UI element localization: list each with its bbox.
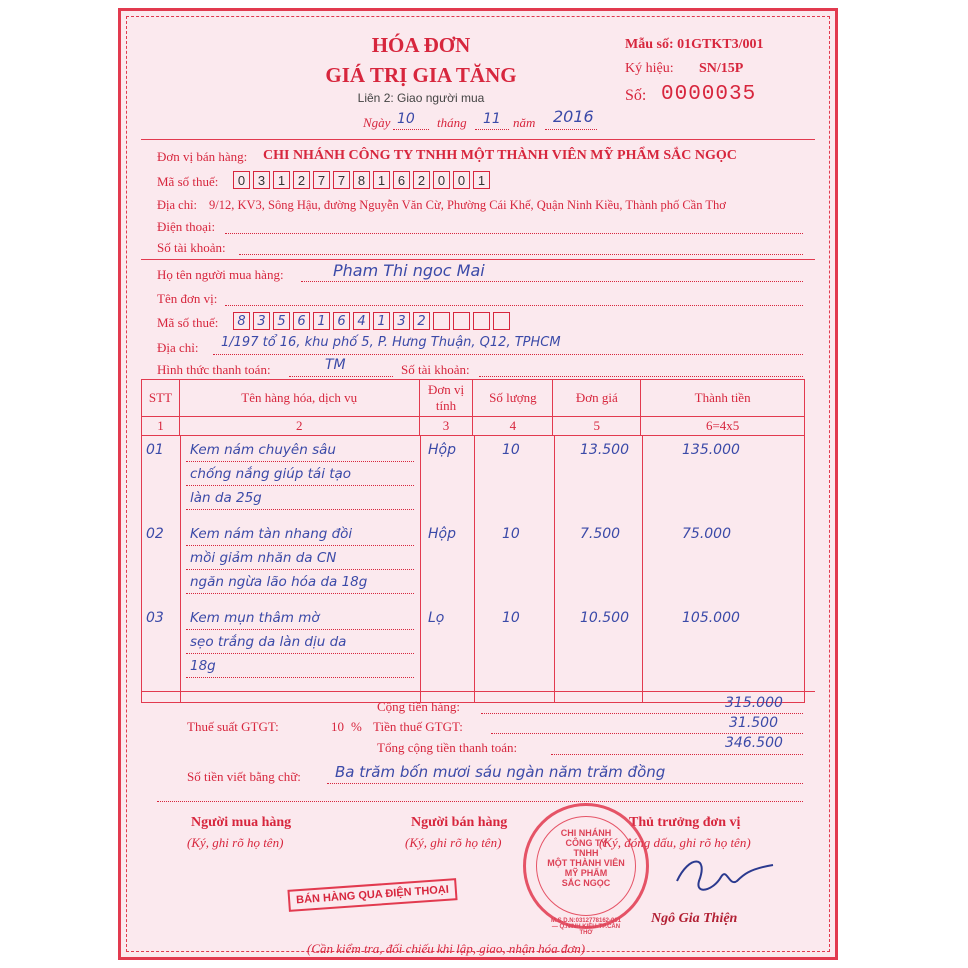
payment-label: Hình thức thanh toán: [157, 362, 271, 377]
row-qty: 10 [502, 610, 520, 626]
row-qty: 10 [502, 526, 520, 542]
head-sign-title: Thủ trưởng đơn vị [629, 815, 741, 830]
tax-digit-box: 1 [473, 171, 490, 189]
seal-line: CHI NHÁNH [560, 828, 612, 838]
seller-sign-note: (Ký, ghi rõ họ tên) [405, 835, 502, 850]
tax-digit-box: 2 [413, 171, 430, 189]
col-number: 2 [179, 417, 419, 436]
buyer-sign-note: (Ký, ghi rõ họ tên) [187, 835, 284, 850]
items-table [141, 379, 805, 703]
subtotal-label: Cộng tiền hàng: [377, 699, 461, 714]
vat-amount-label: Tiền thuế GTGT: [373, 719, 463, 734]
tax-digit-box: 3 [253, 171, 270, 189]
amount-words-label: Số tiền viết bằng chữ: [187, 769, 301, 784]
date-month-label: tháng [437, 115, 467, 130]
row-amount: 105.000 [682, 610, 740, 626]
row-amount: 135.000 [682, 442, 740, 458]
tax-digit-box [473, 312, 490, 330]
seal-line: MỘT THÀNH VIÊN [547, 858, 625, 868]
row-price: 7.500 [580, 526, 621, 542]
date-year: 2016 [553, 107, 594, 126]
col-number: 1 [142, 417, 180, 436]
vat-percent: % [351, 719, 362, 734]
row-item-name-line: ngăn ngừa lão hóa da 18g [190, 574, 368, 590]
buyer-account-label: Số tài khoản: [401, 362, 470, 377]
vat-rate: 10 [331, 719, 344, 734]
tax-digit-box: 5 [273, 312, 290, 330]
signature-scribble [669, 851, 779, 901]
seal-line: SẮC NGỌC [561, 878, 611, 888]
date-day: 10 [397, 111, 415, 127]
tax-digit-box: 6 [293, 312, 310, 330]
seal-line: TNHH [573, 848, 599, 858]
buyer-address-label: Địa chỉ: [157, 340, 199, 355]
seal-line: CÔNG TY [565, 838, 607, 848]
row-unit: Hộp [428, 442, 456, 458]
row-item-name-line: 18g [190, 658, 216, 674]
seller-address: 9/12, KV3, Sông Hậu, đường Nguyễn Văn Cừ, Phường Cái Khế, Quận Ninh Kiều, Thành phố Cần Thơ [209, 198, 726, 212]
tax-digit-box: 0 [433, 171, 450, 189]
seller-unit-label: Đơn vị bán hàng: [157, 149, 248, 164]
footer-note: (Cần kiểm tra, đối chiếu khi lập, giao, nhận hóa đơn) [307, 941, 586, 956]
tax-digit-box: 8 [353, 171, 370, 189]
tax-digit-box: 1 [273, 171, 290, 189]
tax-digit-box: 3 [253, 312, 270, 330]
tax-digit-box: 6 [333, 312, 350, 330]
tax-digit-box [433, 312, 450, 330]
row-item-name-line: Kem nám chuyên sâu [190, 442, 336, 458]
buyer-name: Pham Thi ngoc Mai [333, 261, 485, 280]
seller-address-label: Địa chỉ: [157, 198, 197, 212]
form-number: Mẫu số: 01GTKT3/001 [625, 37, 764, 52]
vat-rate-label: Thuế suất GTGT: [187, 719, 279, 734]
invoice-paper [118, 8, 838, 960]
tax-digit-box: 0 [233, 171, 250, 189]
invoice-number: 0000035 [661, 83, 757, 106]
head-name: Ngô Gia Thiện [651, 911, 738, 926]
col-number: 4 [473, 417, 553, 436]
tax-digit-box: 2 [293, 171, 310, 189]
buyer-tax-label: Mã số thuế: [157, 315, 219, 330]
seal-line: MỸ PHẨM [564, 868, 608, 878]
total-value: 346.500 [725, 735, 783, 751]
buyer-sign-title: Người mua hàng [191, 815, 292, 830]
tax-digit-box [493, 312, 510, 330]
col-number: 6=4x5 [641, 417, 805, 436]
tax-digit-box: 4 [353, 312, 370, 330]
seller-unit: CHI NHÁNH CÔNG TY TNHH MỘT THÀNH VIÊN MỸ PHẨM SẮC NGỌC [263, 148, 737, 163]
row-item-name-line: Kem nám tàn nhang đồi [190, 526, 353, 542]
tax-digit-box: 8 [233, 312, 250, 330]
tax-digit-box [453, 312, 470, 330]
vat-amount: 31.500 [729, 715, 778, 731]
seller-phone-label: Điện thoại: [157, 219, 216, 234]
invoice-number-label: Số: [625, 87, 647, 104]
symbol-label: Ký hiệu: [625, 61, 674, 76]
header-unit: Đơn vị tính [419, 380, 473, 417]
tax-digit-box: 1 [373, 312, 390, 330]
head-sign-note: (Ký, đóng dấu, ghi rõ họ tên) [599, 835, 751, 850]
header-price: Đơn giá [553, 380, 641, 417]
phone-sale-stamp: BÁN HÀNG QUA ĐIỆN THOẠI [287, 878, 457, 912]
buyer-unit-label: Tên đơn vị: [157, 291, 218, 306]
row-item-name-line: Kem mụn thâm mờ [190, 610, 320, 626]
buyer-address: 1/197 tổ 16, khu phố 5, P. Hưng Thuận, Q12, TPHCM [221, 335, 561, 350]
payment-method: TM [325, 357, 346, 373]
header-stt: STT [142, 380, 180, 417]
row-item-name-line: làn da 25g [190, 490, 262, 506]
row-stt: 01 [146, 442, 164, 458]
row-qty: 10 [502, 442, 520, 458]
buyer-name-label: Họ tên người mua hàng: [157, 267, 284, 282]
header-amount: Thành tiền [641, 380, 805, 417]
row-amount: 75.000 [682, 526, 731, 542]
row-item-name-line: mồi giảm nhăn da CN [190, 550, 337, 566]
total-label: Tổng cộng tiền thanh toán: [377, 740, 518, 755]
invoice-subtitle: GIÁ TRỊ GIA TĂNG [325, 63, 517, 87]
col-number: 3 [419, 417, 473, 436]
tax-digit-box: 2 [413, 312, 430, 330]
company-seal [523, 803, 649, 936]
row-item-name-line: chống nắng giúp tái tạo [190, 466, 352, 482]
tax-digit-box: 6 [393, 171, 410, 189]
seal-ring-text: M.S.D.N:0312778162-001 — Q.NINH KIỀU-TP.CẦN THƠ [550, 918, 622, 936]
seller-tax-label: Mã số thuế: [157, 174, 219, 189]
invoice-title: HÓA ĐƠN [371, 33, 471, 57]
symbol-value: SN/15P [699, 61, 744, 76]
row-unit: Hộp [428, 526, 456, 542]
tax-digit-box: 7 [333, 171, 350, 189]
date-year-label: năm [513, 115, 536, 130]
subtotal-value: 315.000 [725, 695, 783, 711]
row-price: 13.500 [580, 442, 629, 458]
seller-sign-title: Người bán hàng [411, 815, 508, 830]
date-day-label: Ngày [363, 115, 391, 130]
tax-digit-box: 3 [393, 312, 410, 330]
col-number: 5 [553, 417, 641, 436]
copy-label: Liên 2: Giao người mua [357, 91, 485, 105]
amount-words: Ba trăm bốn mươi sáu ngàn năm trăm đồng [335, 763, 666, 781]
tax-digit-box: 1 [373, 171, 390, 189]
row-price: 10.500 [580, 610, 629, 626]
row-unit: Lọ [428, 610, 445, 626]
header-name: Tên hàng hóa, dịch vụ [179, 380, 419, 417]
date-month: 11 [483, 111, 501, 127]
row-stt: 02 [146, 526, 164, 542]
row-item-name-line: sẹo trắng da làn dịu da [190, 634, 347, 650]
tax-digit-box: 7 [313, 171, 330, 189]
row-stt: 03 [146, 610, 164, 626]
tax-digit-box: 0 [453, 171, 470, 189]
items-body [142, 436, 804, 702]
header-qty: Số lượng [473, 380, 553, 417]
seller-account-label: Số tài khoản: [157, 240, 226, 255]
tax-digit-box: 1 [313, 312, 330, 330]
